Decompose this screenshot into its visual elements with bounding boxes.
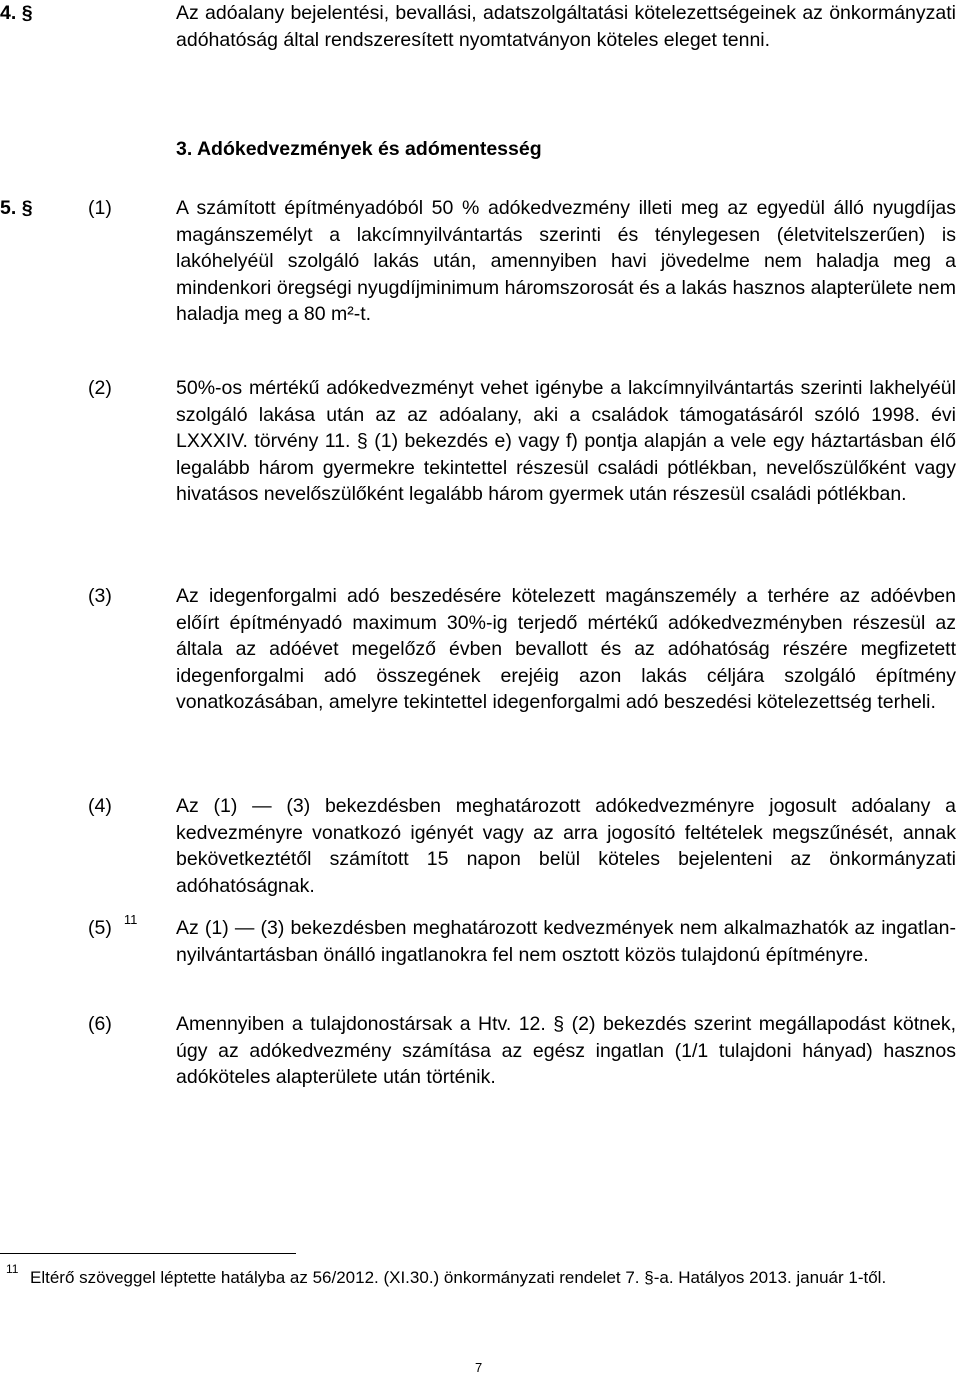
paragraph-text-5: Az (1) — (3) bekezdésben meghatározott kedvezmények nem alkalmazhatók az ingatlan-nyilvántartásban önálló ingatlanokra fel nem osztott közös tulajdonú építményre. (176, 917, 956, 966)
paragraph-text-2: 50%-os mértékű adókedvezményt vehet igénybe a lakcímnyilvántartás szerinti lakhelyéül szolgáló lakása után az az adóalany, aki a családok támogatásáról szóló 1998. évi LXXXIV. törvény 11. § (1) bekezdés e) vagy f) pontja alapján a vele egy háztartásban élő legalább három gyermekre tekintettel részesül családi pótlékban, nevelőszülőként vagy hivatásos nevelőszülőként legalább három gyermek után részesül családi pótlékban. (176, 377, 956, 505)
footnote-separator (0, 1253, 296, 1254)
item-number-5: 5. § (0, 197, 33, 219)
page-number: 7 (475, 1360, 483, 1375)
paragraph-text-1: A számított építményadóból 50 % adókedvezmény illeti meg az egyedül álló nyugdíjas magánszemélyt a lakcímnyilvántartás szerinti és ténylegesen (életvitelszerűen) is lakóhelyéül szolgáló lakás után, amennyiben havi jövedelme nem haladja meg a mindenkori öregségi nyugdíjminimum háromszorosát és a lakás hasznos alapterülete nem haladja meg a 80 m²-t. (176, 197, 956, 325)
footnote-text: Eltérő szöveggel léptette hatályba az 56/2012. (XI.30.) önkormányzati rendelet 7. §-a. Hatályos 2013. január 1-től. (30, 1268, 887, 1287)
paragraph-text-3: Az idegenforgalmi adó beszedésére kötelezett magánszemély a terhére az adóévben előírt építményadó maximum 30%-ig terjedő mértékű adókedvezményben részesül az általa az adóévet megelőző évben bevallott és az adóhatóság részére megfizetett idegenforgalmi adó összegének erejéig azon lakás céljára szolgáló építmény vonatkozásában, amelyre tekintettel idegenforgalmi adó beszedési kötelezettség terheli. (176, 585, 956, 713)
paragraph-text-4: Az (1) — (3) bekezdésben meghatározott adókedvezményre jogosult adóalany a kedvezményre vonatkozó igényét vagy az arra jogosító feltételek megszűnését, annak bekövetkeztétől számított 15 napon belül köteles bejelenteni az önkormányzati adóhatóságnak. (176, 795, 956, 897)
paragraph-label-2: (2) (88, 377, 112, 399)
paragraph-label-6: (6) (88, 1013, 112, 1035)
paragraph-label-5: (5) $^{11}$ (88, 912, 138, 939)
paragraph-label-3: (3) (88, 585, 112, 607)
item-4-text: Az adóalany bejelentési, bevallási, adatszolgáltatási kötelezettségeinek az önkormányzati adóhatóság által rendszeresített nyomtatványon köteles eleget tenni. (176, 2, 956, 51)
item-number-4: 4. § (0, 2, 33, 24)
footnote-reference[interactable]: 11 (123, 912, 138, 927)
paragraph-label-4: (4) (88, 795, 112, 817)
paragraph-label-1: (1) (88, 197, 112, 219)
section-heading: 3. Adókedvezmények és adómentesség (176, 138, 542, 160)
footnote-number: 11 (6, 1262, 19, 1276)
paragraph-text-6: Amennyiben a tulajdonostársak a Htv. 12. § (2) bekezdés szerint megállapodást kötnek, úgy az adókedvezmény számítása az egész ingatlan (1/1 tulajdoni hányad) hasznos adóköteles alapterülete után történik. (176, 1013, 956, 1088)
